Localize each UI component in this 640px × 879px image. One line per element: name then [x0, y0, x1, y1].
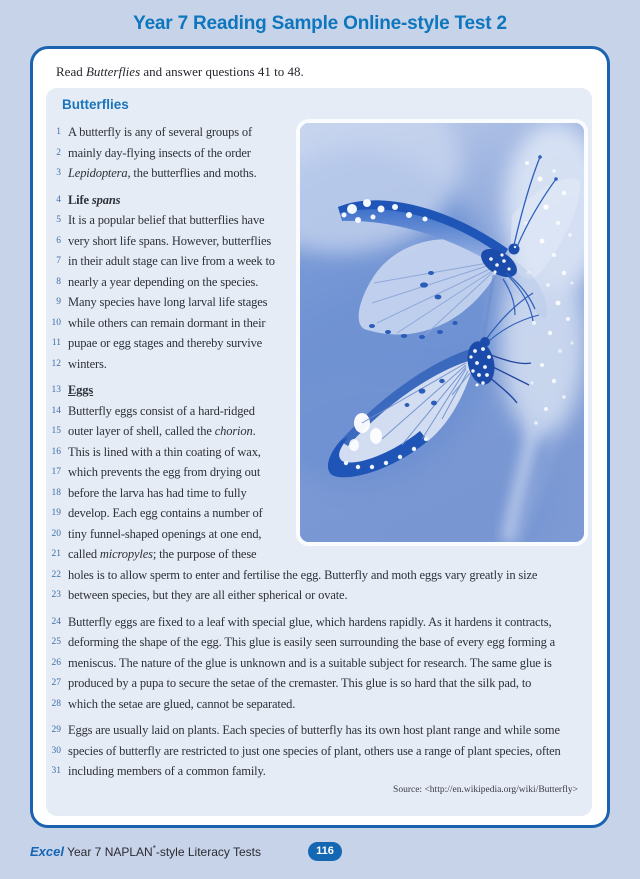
- line-text: develop. Each egg contains a number of: [68, 506, 263, 520]
- source-citation: Source: <http://en.wikipedia.org/wiki/Butterfly>: [393, 784, 578, 795]
- line-text: It is a popular belief that butterflies have: [68, 213, 265, 227]
- line-text: Eggs: [68, 383, 94, 397]
- footer-series-title: [30, 844, 261, 859]
- line-number: 10: [51, 317, 61, 328]
- line-number: 18: [51, 487, 61, 498]
- line-number: 23: [51, 590, 61, 600]
- passage-line: [46, 720, 592, 741]
- line-number: 27: [51, 678, 61, 688]
- passage-line: [46, 694, 592, 715]
- line-text: while others can remain dormant in their: [68, 315, 266, 330]
- passage-line: [46, 585, 592, 606]
- line-number: 3: [56, 168, 61, 178]
- line-number: 29: [51, 725, 61, 735]
- line-text: nearly a year depending on the species.: [68, 274, 259, 289]
- line-number: 20: [51, 528, 61, 539]
- line-text: including members of a common family.: [68, 764, 266, 778]
- line-text: Many species have long larval life stages: [68, 295, 268, 309]
- line-text: tiny funnel-shaped openings at one end,: [68, 526, 262, 541]
- line-text: A butterfly is any of several groups of: [68, 125, 253, 139]
- line-text: winters.: [68, 356, 107, 371]
- passage-line: [46, 761, 592, 782]
- line-text: meniscus. The nature of the glue is unknown and is a suitable subject for research. The same glue is: [68, 655, 552, 670]
- line-number: 11: [51, 338, 61, 348]
- footer-series-pre: Year 7 NAPLAN: [63, 845, 153, 859]
- brand-logo: Excel: [30, 844, 64, 859]
- line-text: called micropyles; the purpose of these: [68, 547, 257, 561]
- line-text: mainly day-flying insects of the order: [68, 145, 251, 160]
- line-text: holes is to allow sperm to enter and fertilise the egg. Butterfly and moth eggs vary greatly in size: [68, 567, 538, 582]
- line-text: produced by a pupa to secure the setae of the cremaster. This glue is so hard that the silk pad, to: [68, 676, 532, 690]
- line-text: Butterfly eggs consist of a hard-ridged: [68, 403, 255, 418]
- line-number: 19: [51, 508, 61, 518]
- line-number: 15: [51, 426, 61, 436]
- line-text: which prevents the egg from drying out: [68, 465, 261, 479]
- line-number: 7: [56, 256, 61, 266]
- line-number: 30: [51, 745, 61, 756]
- passage-heading: Butterflies: [62, 97, 129, 112]
- line-number: 6: [56, 235, 61, 246]
- line-text: Life spans: [68, 192, 121, 207]
- passage-line: [46, 741, 592, 762]
- footer-superscript: *: [152, 844, 156, 853]
- line-number: 17: [51, 467, 61, 477]
- butterflies-photo: [296, 119, 588, 546]
- passage-line: [46, 673, 592, 694]
- passage-line: [46, 565, 592, 586]
- footer-series-post: -style Literacy Tests: [155, 845, 261, 859]
- line-text: pupae or egg stages and thereby survive: [68, 336, 263, 350]
- instruction-suffix: and answer questions 41 to 48.: [140, 64, 304, 79]
- instruction-passage-ref: Butterflies: [85, 64, 141, 79]
- page-title: Year 7 Reading Sample Online-style Test 2: [133, 13, 507, 34]
- page-footer: [0, 841, 640, 865]
- line-text: species of butterfly are restricted to just one species of plant, others use a range of plant species, often: [68, 743, 561, 758]
- line-text: in their adult stage can live from a week to: [68, 254, 275, 268]
- line-number: 25: [51, 637, 61, 647]
- line-text: before the larva has had time to fully: [68, 485, 247, 500]
- line-number: 31: [51, 766, 61, 776]
- line-text: Lepidoptera, the butterflies and moths.: [68, 166, 257, 180]
- line-number: 2: [56, 147, 61, 158]
- instruction-line: [56, 64, 304, 80]
- line-text: between species, but they are all either spherical or ovate.: [68, 588, 348, 602]
- passage-line: [46, 653, 592, 674]
- line-text: which the setae are glued, cannot be separated.: [68, 696, 296, 711]
- passage-line: [46, 544, 592, 565]
- passage-line: [46, 632, 592, 653]
- line-number: 22: [51, 569, 61, 580]
- line-number: 12: [51, 358, 61, 369]
- line-number: 9: [56, 297, 61, 307]
- butterflies-photo-art: [300, 123, 584, 542]
- line-text: Eggs are usually laid on plants. Each species of butterfly has its own host plant range and while some: [68, 723, 560, 737]
- line-number: 16: [51, 446, 61, 457]
- line-text: very short life spans. However, butterflies: [68, 233, 272, 248]
- line-number: 14: [51, 405, 61, 416]
- line-text: deforming the shape of the egg. This glue is easily seen surrounding the base of every egg forming a: [68, 635, 556, 649]
- instruction-prefix: Read: [56, 64, 86, 79]
- line-text: outer layer of shell, called the chorion.: [68, 424, 256, 438]
- page-number-badge: 116: [308, 842, 342, 861]
- line-number: 26: [51, 657, 61, 668]
- line-text: This is lined with a thin coating of wax,: [68, 444, 261, 459]
- line-number: 21: [51, 549, 61, 559]
- line-number: 5: [56, 215, 61, 225]
- passage-line: [46, 612, 592, 633]
- line-text: Butterfly eggs are fixed to a leaf with special glue, which hardens rapidly. As it hardens it contracts,: [68, 614, 552, 629]
- line-number: 4: [56, 194, 61, 205]
- line-number: 1: [56, 127, 61, 137]
- line-number: 28: [51, 698, 61, 709]
- line-number: 13: [51, 385, 61, 395]
- line-number: 24: [51, 616, 61, 627]
- line-number: 8: [56, 276, 61, 287]
